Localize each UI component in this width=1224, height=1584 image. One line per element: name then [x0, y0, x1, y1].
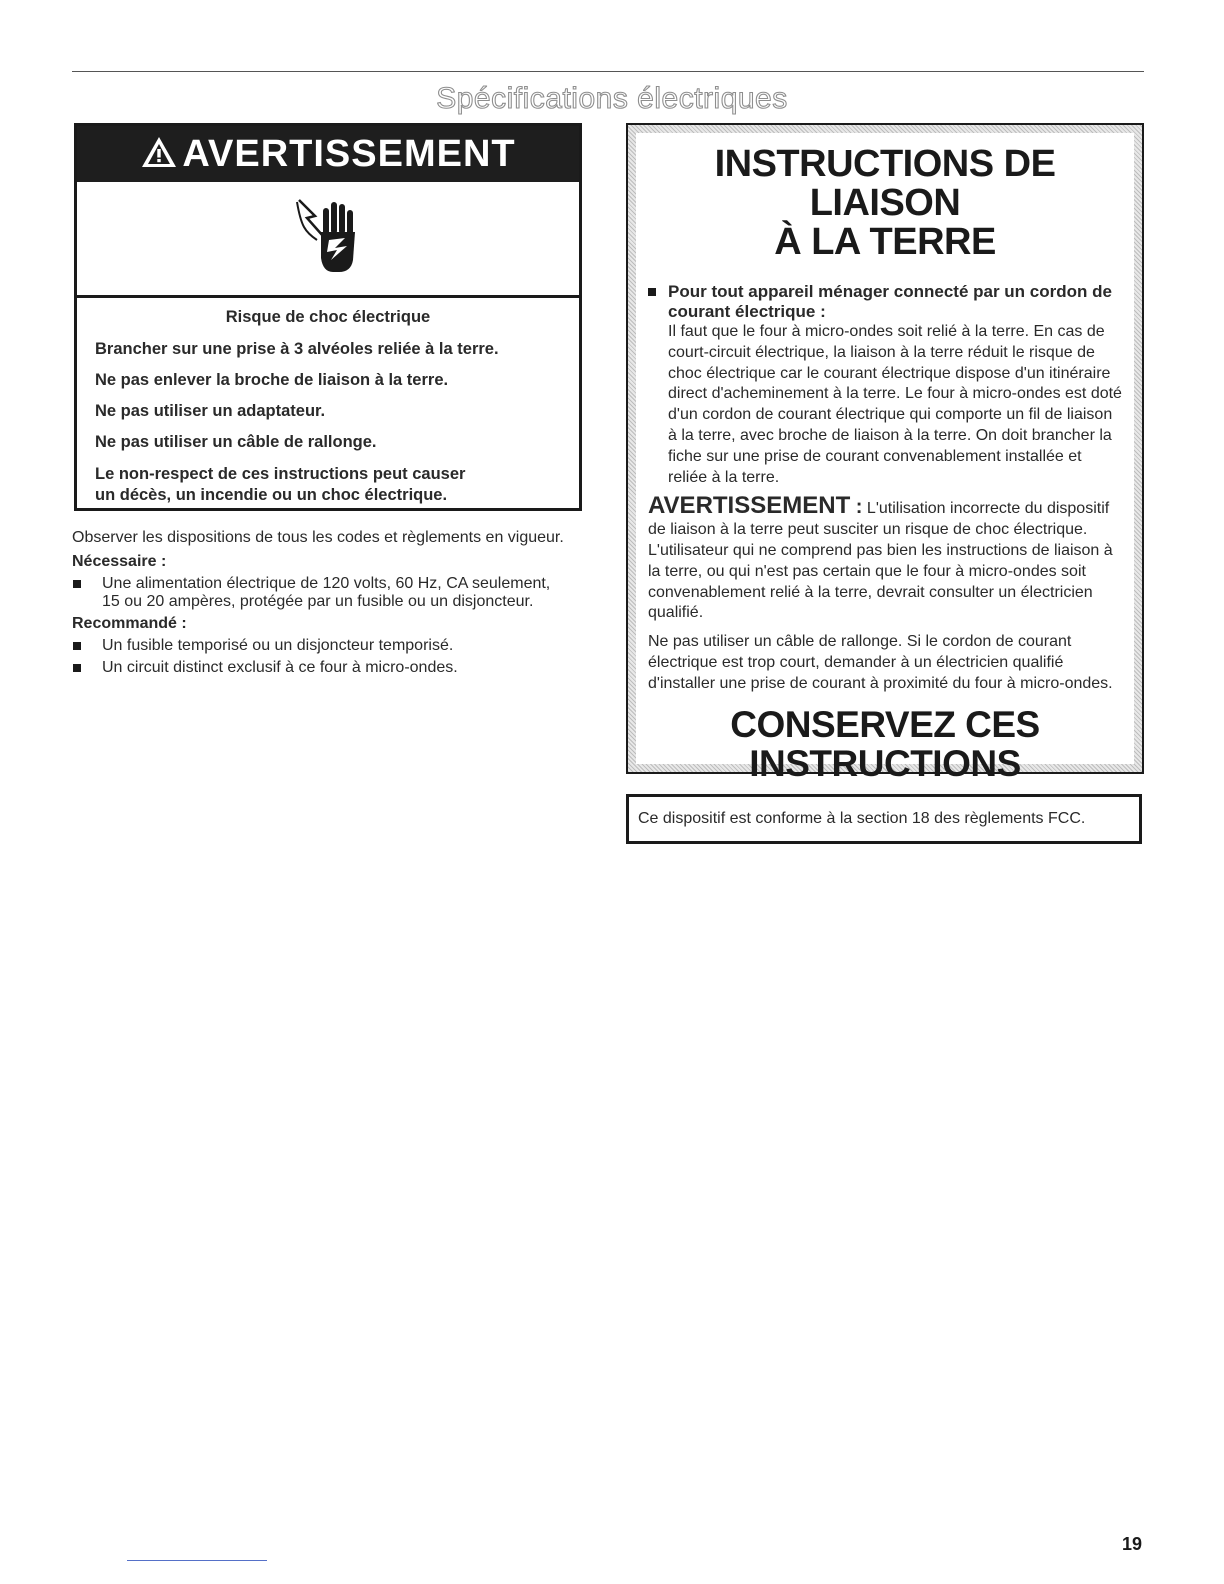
warning-line: Brancher sur une prise à 3 alvéoles reliée à la terre. — [95, 340, 499, 358]
risk-title: Risque de choc électrique — [225, 308, 431, 326]
fcc-compliance-text: Ce dispositif est conforme à la section 18 des règlements FCC. — [638, 810, 1086, 827]
page-number: 19 — [1121, 1534, 1142, 1554]
electric-shock-hand-icon — [293, 196, 363, 281]
warning-header-text: AVERTISSEMENT — [182, 132, 516, 175]
warning-triangle-icon — [140, 135, 178, 174]
bottom-rule — [127, 1560, 267, 1561]
grounding-warning-colon: : — [850, 496, 863, 519]
grounding-instructions-box — [626, 123, 1144, 784]
grounding-title-line-1: INSTRUCTIONS DE LIAISON — [714, 143, 1056, 224]
bullet-square-icon — [648, 288, 656, 296]
recommended-heading: Recommandé : — [72, 615, 187, 632]
extension-cord-text: Ne pas utiliser un câble de rallonge. Si le cordon de courant électrique est trop court, demander à un électricien qualifié d'installer une prise de courant à proximité du four à micro-ondes. — [648, 633, 1113, 692]
required-heading: Nécessaire : — [72, 553, 167, 570]
grounding-title — [636, 145, 1134, 262]
save-instructions-title — [636, 705, 1134, 783]
consequence-line-1: Le non-respect de ces instructions peut causer — [95, 465, 466, 483]
warning-icon-area — [77, 182, 579, 298]
bullet-square-icon — [73, 642, 81, 650]
bullet-square-icon — [73, 664, 81, 672]
list-item: Un circuit distinct exclusif à ce four à micro-ondes. — [72, 659, 572, 677]
save-title-line-1: CONSERVEZ CES — [730, 703, 1040, 745]
grounding-bullet-text: Il faut que le four à micro-ondes soit relié à la terre. En cas de court-circuit électrique, la liaison à la terre réduit le risque de choc électrique car le courant électrique dispose d'un itinéraire direct d'acheminement à la terre. Le four à micro-ondes est doté d'un cordon de courant électrique qui comporte un fil de liaison à la terre, avec broche de liaison à la terre. On doit brancher la fiche sur une prise de courant convenablement installée et reliée à la terre. — [668, 323, 1122, 486]
observe-codes-text: Observer les dispositions de tous les codes et règlements en vigueur. — [72, 529, 564, 546]
warning-box — [74, 123, 582, 511]
warning-line: Ne pas enlever la broche de liaison à la terre. — [95, 371, 449, 389]
bullet-square-icon — [73, 580, 81, 588]
grounding-warning-text: L'utilisation incorrecte du dispositif de liaison à la terre peut susciter un risque de choc électrique. L'utilisateur qui ne comprend pas bien les instructions de liaison à la terre, ou qui n'est pas certain que le four à micro-ondes soit convenablement relié à la terre, devrait consulter un électricien qualifié. — [648, 500, 1113, 622]
warning-line: Ne pas utiliser un adaptateur. — [95, 402, 326, 420]
save-title-line-2: INSTRUCTIONS — [749, 742, 1021, 784]
consequence-line-2: un décès, un incendie ou un choc électrique. — [95, 486, 448, 504]
grounding-warning — [648, 492, 1124, 624]
warning-consequence — [95, 464, 561, 506]
recommended-list — [72, 637, 572, 677]
list-item: Une alimentation électrique de 120 volts, 60 Hz, CA seulement, 15 ou 20 ampères, protégée par un fusible ou un disjoncteur. — [72, 575, 572, 611]
fcc-compliance-box — [626, 794, 1142, 844]
warning-line: Ne pas utiliser un câble de rallonge. — [95, 433, 377, 451]
grounding-bullet-heading: Pour tout appareil ménager connecté par un cordon de courant électrique : — [668, 282, 1112, 321]
warning-header — [77, 126, 579, 182]
grounding-warning-label: AVERTISSEMENT — [648, 492, 851, 520]
section-title: Spécifications électriques — [436, 82, 788, 115]
grounding-title-line-2: À LA TERRE — [774, 221, 996, 263]
top-rule — [72, 71, 1144, 72]
required-list — [72, 575, 572, 611]
list-item: Un fusible temporisé ou un disjoncteur temporisé. — [72, 637, 572, 655]
electrical-requirements — [72, 528, 572, 681]
grounding-bullet — [648, 282, 1124, 488]
